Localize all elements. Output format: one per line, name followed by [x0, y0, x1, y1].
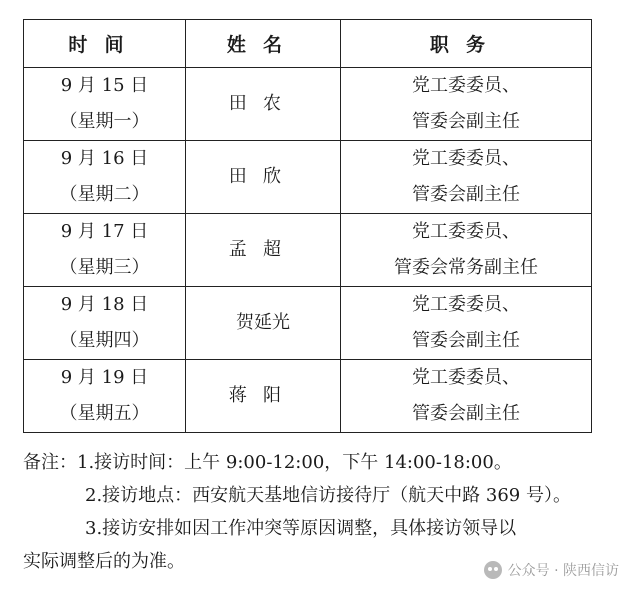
position-line1: 党工委委员、 — [412, 148, 520, 169]
weekday-text: （星期一） — [59, 111, 150, 132]
header-name: 姓名 — [186, 20, 341, 68]
position-cell — [341, 214, 592, 287]
note-schedule-adjustment: 3.接访安排如因工作冲突等原因调整，具体接访领导以 — [85, 518, 517, 539]
position-line2: 管委会副主任 — [412, 330, 520, 351]
time-cell — [24, 360, 186, 433]
weekday-text: （星期四） — [59, 330, 150, 351]
note-schedule-adjustment-continued: 实际调整后的为准。 — [23, 551, 185, 572]
table-row — [24, 68, 592, 141]
time-cell — [24, 68, 186, 141]
weekday-text: （星期五） — [59, 403, 150, 424]
name-cell: 田欣 — [186, 141, 341, 214]
table-row — [24, 360, 592, 433]
position-cell — [341, 68, 592, 141]
position-line1: 党工委委员、 — [412, 75, 520, 96]
position-cell — [341, 360, 592, 433]
position-cell — [341, 287, 592, 360]
time-cell — [24, 287, 186, 360]
watermark — [484, 560, 619, 580]
name-cell: 孟超 — [186, 214, 341, 287]
table-header-row — [24, 20, 592, 68]
table-row — [24, 214, 592, 287]
position-line2: 管委会常务副主任 — [394, 257, 538, 278]
position-line1: 党工委委员、 — [412, 221, 520, 242]
wechat-icon — [484, 561, 502, 579]
date-text: 9 月 17 日 — [60, 221, 149, 242]
table-row — [24, 141, 592, 214]
date-text: 9 月 16 日 — [60, 148, 149, 169]
note-reception-location: 2.接访地点：西安航天基地信访接待厅（航天中路 369 号）。 — [85, 485, 571, 506]
time-cell — [24, 214, 186, 287]
date-text: 9 月 19 日 — [60, 367, 149, 388]
name-cell: 贺延光 — [186, 287, 341, 360]
position-line2: 管委会副主任 — [412, 184, 520, 205]
weekday-text: （星期二） — [59, 184, 150, 205]
time-cell — [24, 141, 186, 214]
position-line1: 党工委委员、 — [412, 294, 520, 315]
note-reception-time: 备注：1.接访时间：上午 9:00-12:00，下午 14:00-18:00。 — [23, 452, 512, 473]
name-cell: 蒋阳 — [186, 360, 341, 433]
header-time: 时间 — [24, 20, 186, 68]
position-line2: 管委会副主任 — [412, 111, 520, 132]
watermark-text: 公众号 · 陕西信访 — [507, 563, 619, 579]
name-cell: 田农 — [186, 68, 341, 141]
reception-schedule-table — [23, 19, 592, 433]
position-line1: 党工委委员、 — [412, 367, 520, 388]
table-row — [24, 287, 592, 360]
header-position: 职务 — [341, 20, 592, 68]
date-text: 9 月 18 日 — [60, 294, 149, 315]
weekday-text: （星期三） — [59, 257, 150, 278]
notes-section — [23, 446, 623, 578]
date-text: 9 月 15 日 — [60, 75, 149, 96]
position-line2: 管委会副主任 — [412, 403, 520, 424]
position-cell — [341, 141, 592, 214]
